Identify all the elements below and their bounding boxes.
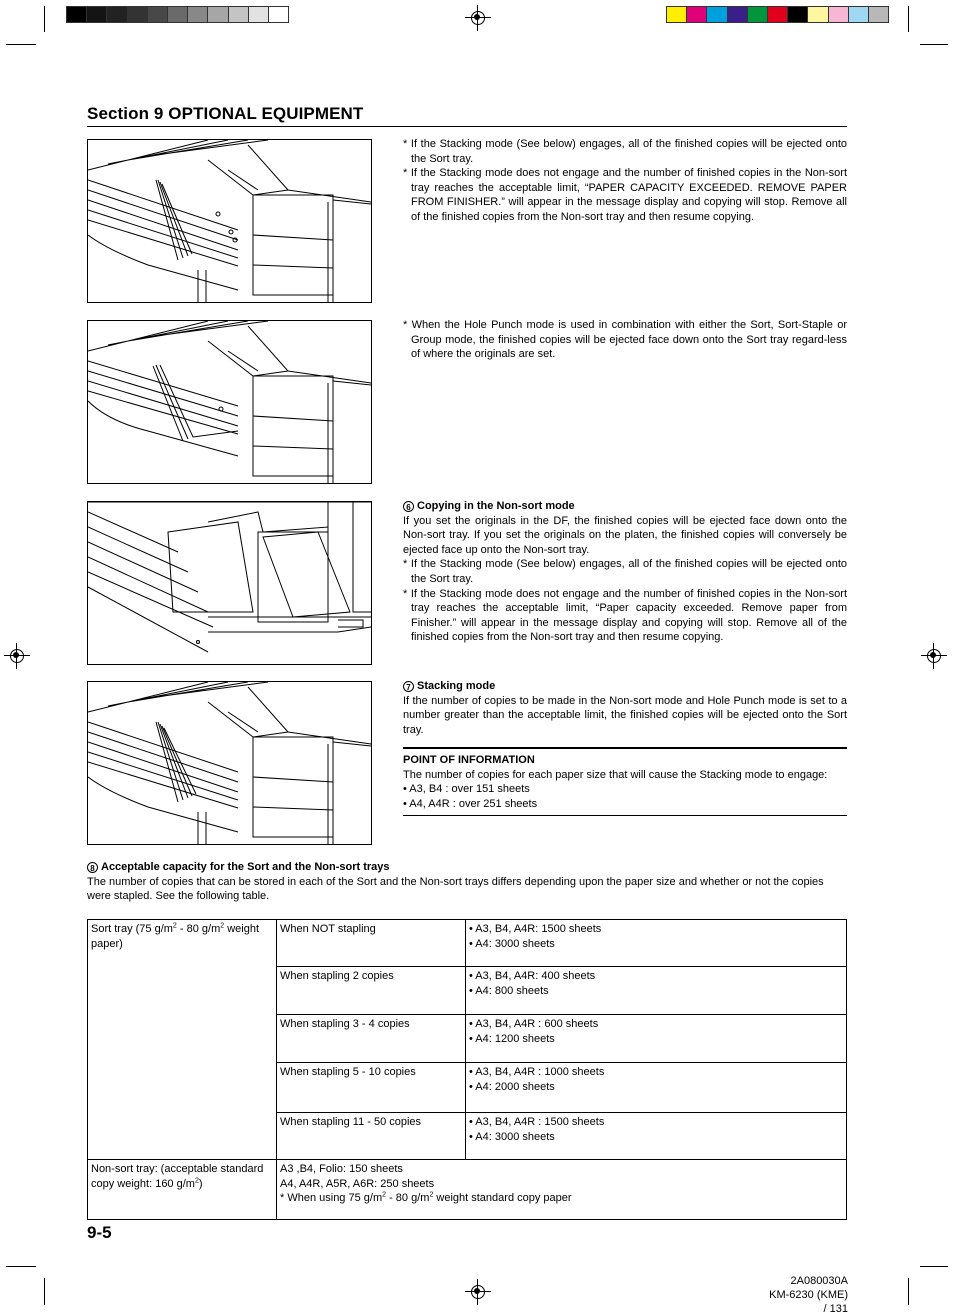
calibration-swatch bbox=[828, 6, 849, 23]
calibration-swatch bbox=[868, 6, 889, 23]
paragraph: If the number of copies to be made in the Non-sort mode and Hole Punch mode is set to a number greater than the acceptable limit, the finished copies will be ejected onto the Sort tray. bbox=[403, 694, 847, 736]
crop-mark bbox=[6, 1266, 36, 1267]
circled-number: 8 bbox=[87, 862, 98, 873]
poi-heading: POINT OF INFORMATION bbox=[403, 754, 535, 766]
note-item: * If the Stacking mode (See below) engages, all of the finished copies will be ejected onto the Sort tray. bbox=[403, 138, 847, 165]
finisher-sort-tray-illustration-icon bbox=[88, 140, 371, 302]
finisher-stacking-illustration-icon bbox=[88, 682, 371, 844]
calibration-swatch bbox=[228, 6, 249, 23]
doc-code: 2A080030A bbox=[790, 1275, 848, 1287]
registration-mark-icon bbox=[468, 8, 488, 28]
calibration-swatch bbox=[767, 6, 788, 23]
finisher-hole-punch-illustration-icon bbox=[88, 321, 371, 483]
calibration-swatch bbox=[807, 6, 828, 23]
block-hole-punch-note bbox=[403, 318, 847, 362]
model-name: KM-6230 (KME) bbox=[769, 1289, 848, 1301]
finisher-non-sort-tray-illustration-icon bbox=[88, 502, 371, 664]
poi-item: • A3, B4 : over 151 sheets bbox=[403, 783, 530, 796]
calibration-swatch bbox=[167, 6, 188, 23]
crop-mark bbox=[44, 1278, 45, 1305]
calibration-swatch bbox=[187, 6, 208, 23]
condition-cell: When stapling 3 - 4 copies bbox=[277, 1015, 466, 1063]
crop-mark bbox=[44, 6, 45, 32]
figure-non-sort-tray bbox=[87, 501, 372, 665]
condition-cell: When stapling 2 copies bbox=[277, 967, 466, 1015]
registration-mark-icon bbox=[7, 646, 27, 666]
crop-mark bbox=[908, 6, 909, 32]
calibration-swatch bbox=[268, 6, 289, 23]
section-heading: 8 Acceptable capacity for the Sort and the Non-sort trays bbox=[87, 860, 847, 875]
calibration-swatch bbox=[787, 6, 808, 23]
calibration-swatch bbox=[207, 6, 228, 23]
title-rule bbox=[87, 126, 847, 127]
paragraph: If you set the originals in the DF, the finished copies will be ejected face down onto the Non-sort tray. If you set the originals on the platen, the finished copies will conversely be ejected face up onto the Non-sort tray. bbox=[403, 514, 847, 556]
figure-stacking bbox=[87, 681, 372, 845]
figure-sort-tray bbox=[87, 139, 372, 303]
section-heading: 6 Copying in the Non-sort mode bbox=[403, 499, 847, 514]
non-sort-tray-label: Non-sort tray: (acceptable standard copy weight: 160 $g/m^2$) bbox=[88, 1160, 277, 1220]
calibration-swatch bbox=[706, 6, 727, 23]
circled-number: 6 bbox=[403, 501, 414, 512]
note-item: * When the Hole Punch mode is used in combination with either the Sort, Sort-Staple or Group mode, the finished copies will be ejected face down onto the Sort tray regard-less of where the originals are set. bbox=[403, 319, 847, 361]
calibration-swatch bbox=[248, 6, 269, 23]
capacity-cell: • A3, B4, A4R : 1000 sheets • A4: 2000 sheets bbox=[466, 1063, 847, 1113]
page-ref: / 131 bbox=[823, 1303, 848, 1315]
table-row bbox=[88, 920, 847, 967]
registration-mark-icon bbox=[468, 1282, 488, 1302]
crop-mark bbox=[920, 44, 948, 45]
note-item: * If the Stacking mode does not engage and the number of finished copies in the Non-sort tray reaches the acceptable limit, “Paper capacity exceeded. Remove paper from Finisher.” will appear in the message display and copying will stop. Remove all of the finished copies from the Non-sort tray and then resume copying. bbox=[403, 587, 847, 644]
calibration-swatch bbox=[848, 6, 869, 23]
note-item: * If the Stacking mode (See below) engages, all of the finished copies will be ejected onto the Sort tray. bbox=[403, 558, 847, 585]
capacity-table bbox=[87, 919, 847, 1220]
calibration-swatch bbox=[147, 6, 168, 23]
point-of-information bbox=[403, 747, 847, 816]
capacity-cell: • A3, B4, A4R : 1500 sheets • A4: 3000 sheets bbox=[466, 1113, 847, 1160]
registration-mark-icon bbox=[924, 646, 944, 666]
block-non-sort-mode bbox=[403, 499, 847, 645]
note-item: * If the Stacking mode does not engage and the number of finished copies in the Non-sort tray reaches the acceptable limit, “PAPER CAPACITY EXCEEDED. REMOVE PAPER FROM FINISHER.” will appear in the message display and copying will stop. Remove all of the finished copies from the Non-sort tray and then resume copying. bbox=[403, 167, 847, 223]
capacity-section bbox=[87, 860, 847, 904]
condition-cell: When stapling 5 - 10 copies bbox=[277, 1063, 466, 1113]
poi-body: The number of copies for each paper size that will cause the Stacking mode to engage: bbox=[403, 768, 828, 781]
capacity-cell: • A3, B4, A4R: 400 sheets • A4: 800 sheets bbox=[466, 967, 847, 1015]
calibration-swatch bbox=[86, 6, 107, 23]
figure-hole-punch bbox=[87, 320, 372, 484]
crop-mark bbox=[908, 1278, 909, 1305]
page-title: Section 9 OPTIONAL EQUIPMENT bbox=[87, 104, 364, 123]
block-sort-notes bbox=[403, 137, 847, 225]
calibration-swatch bbox=[66, 6, 87, 23]
footer-doc-info bbox=[769, 1274, 848, 1316]
calibration-swatch bbox=[747, 6, 768, 23]
poi-item: • A4, A4R : over 251 sheets bbox=[403, 797, 538, 810]
condition-cell: When NOT stapling bbox=[277, 920, 466, 967]
paragraph: The number of copies that can be stored in each of the Sort and the Non-sort trays differs depending upon the paper size and whether or not the copies were stapled. See the following table. bbox=[87, 875, 824, 903]
section-heading: 7 Stacking mode bbox=[403, 679, 847, 694]
page-number: 9-5 bbox=[87, 1223, 112, 1242]
calibration-swatch bbox=[127, 6, 148, 23]
calibration-swatch bbox=[106, 6, 127, 23]
crop-mark bbox=[6, 44, 36, 45]
calibration-swatch bbox=[727, 6, 748, 23]
capacity-cell: • A3, B4, A4R: 1500 sheets • A4: 3000 sheets bbox=[466, 920, 847, 967]
non-sort-capacity-cell: A3 ,B4, Folio: 150 sheets A4, A4R, A5R, A6R: 250 sheets * When using 75 $g/m^2 - 80$ $g/m^2$ weight standard copy paper bbox=[277, 1160, 847, 1220]
circled-number: 7 bbox=[403, 681, 414, 692]
table-row bbox=[88, 1160, 847, 1220]
sort-tray-label: Sort tray (75 $g/m^2 - 80$ $g/m^2$ weight paper) bbox=[88, 920, 277, 1160]
calibration-swatch bbox=[666, 6, 687, 23]
block-stacking-mode bbox=[403, 679, 847, 737]
crop-mark bbox=[920, 1266, 948, 1267]
calibration-swatch bbox=[686, 6, 707, 23]
capacity-cell: • A3, B4, A4R : 600 sheets • A4: 1200 sheets bbox=[466, 1015, 847, 1063]
condition-cell: When stapling 11 - 50 copies bbox=[277, 1113, 466, 1160]
